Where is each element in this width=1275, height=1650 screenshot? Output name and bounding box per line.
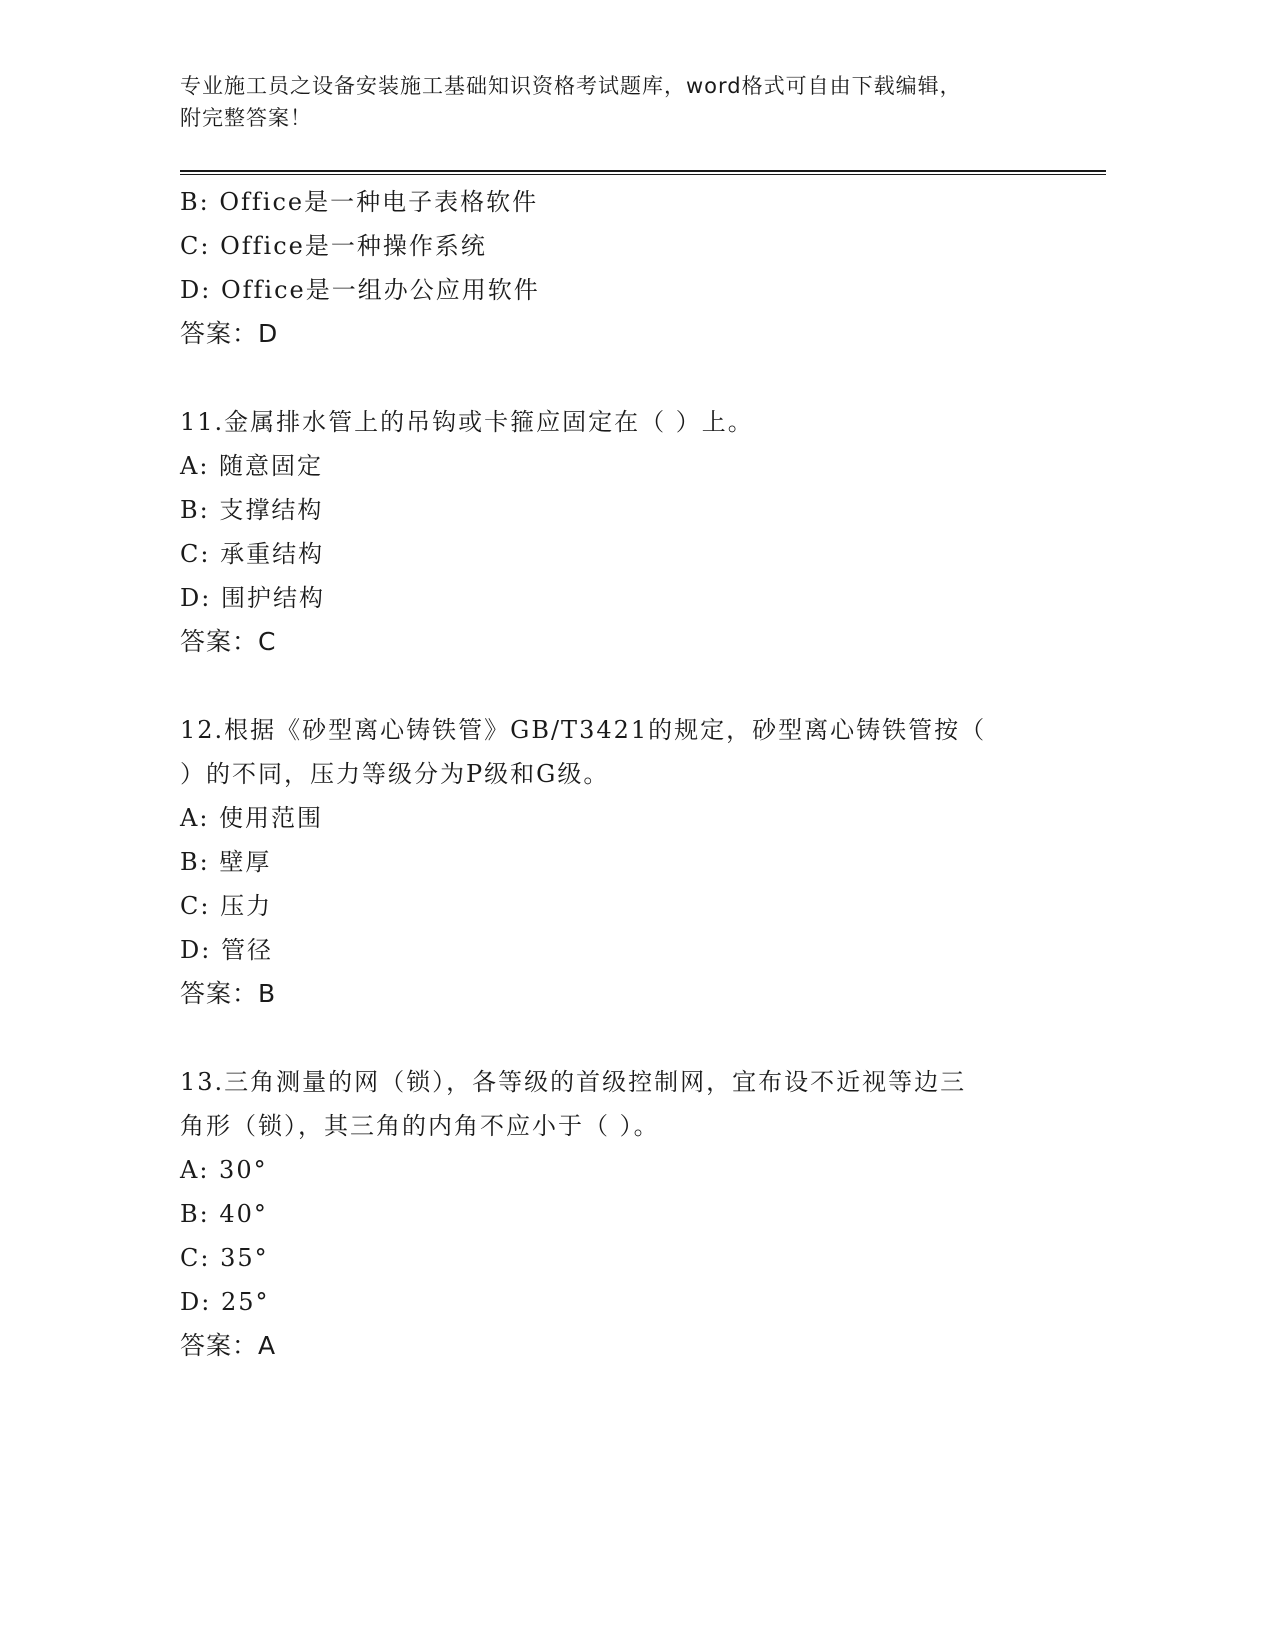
question-stem-continued: 角形（锁），其三角的内角不应小于（ ）。 xyxy=(180,1112,660,1140)
option-b: B: Office是一种电子表格软件 xyxy=(180,188,539,216)
page-header xyxy=(180,70,1080,134)
option-d: D: 管径 xyxy=(180,936,273,964)
answer: 答案：D xyxy=(180,319,279,348)
question-13 xyxy=(180,1060,1080,1368)
option-a: A: 30° xyxy=(180,1156,268,1184)
question-12 xyxy=(180,708,1080,1016)
option-b: B: 40° xyxy=(180,1200,268,1228)
question-fragment xyxy=(180,180,1080,356)
question-stem-continued: ）的不同，压力等级分为P级和G级。 xyxy=(180,760,610,788)
option-d: D: 25° xyxy=(180,1288,270,1316)
option-b: B: 壁厚 xyxy=(180,848,272,876)
header-line-1: 专业施工员之设备安装施工基础知识资格考试题库，word格式可自由下载编辑， xyxy=(180,74,962,98)
option-c: C: 承重结构 xyxy=(180,540,325,568)
question-stem: 11.金属排水管上的吊钩或卡箍应固定在（ ）上。 xyxy=(180,408,754,436)
answer: 答案：B xyxy=(180,979,277,1008)
answer: 答案：C xyxy=(180,627,277,656)
option-c: C: 35° xyxy=(180,1244,269,1272)
option-d: D: 围护结构 xyxy=(180,584,325,612)
option-b: B: 支撑结构 xyxy=(180,496,324,524)
question-stem: 13.三角测量的网（锁），各等级的首级控制网，宜布设不近视等边三 xyxy=(180,1068,967,1096)
question-11 xyxy=(180,400,1080,664)
option-d: D: Office是一组办公应用软件 xyxy=(180,276,540,304)
option-c: C: Office是一种操作系统 xyxy=(180,232,487,260)
option-a: A: 随意固定 xyxy=(180,452,324,480)
question-stem: 12.根据《砂型离心铸铁管》GB/T3421的规定，砂型离心铸铁管按（ xyxy=(180,716,987,744)
header-divider xyxy=(180,170,1106,175)
option-a: A: 使用范围 xyxy=(180,804,324,832)
header-line-2: 附完整答案！ xyxy=(180,106,312,130)
answer: 答案：A xyxy=(180,1331,277,1360)
option-c: C: 压力 xyxy=(180,892,273,920)
question-content xyxy=(180,180,1080,1368)
